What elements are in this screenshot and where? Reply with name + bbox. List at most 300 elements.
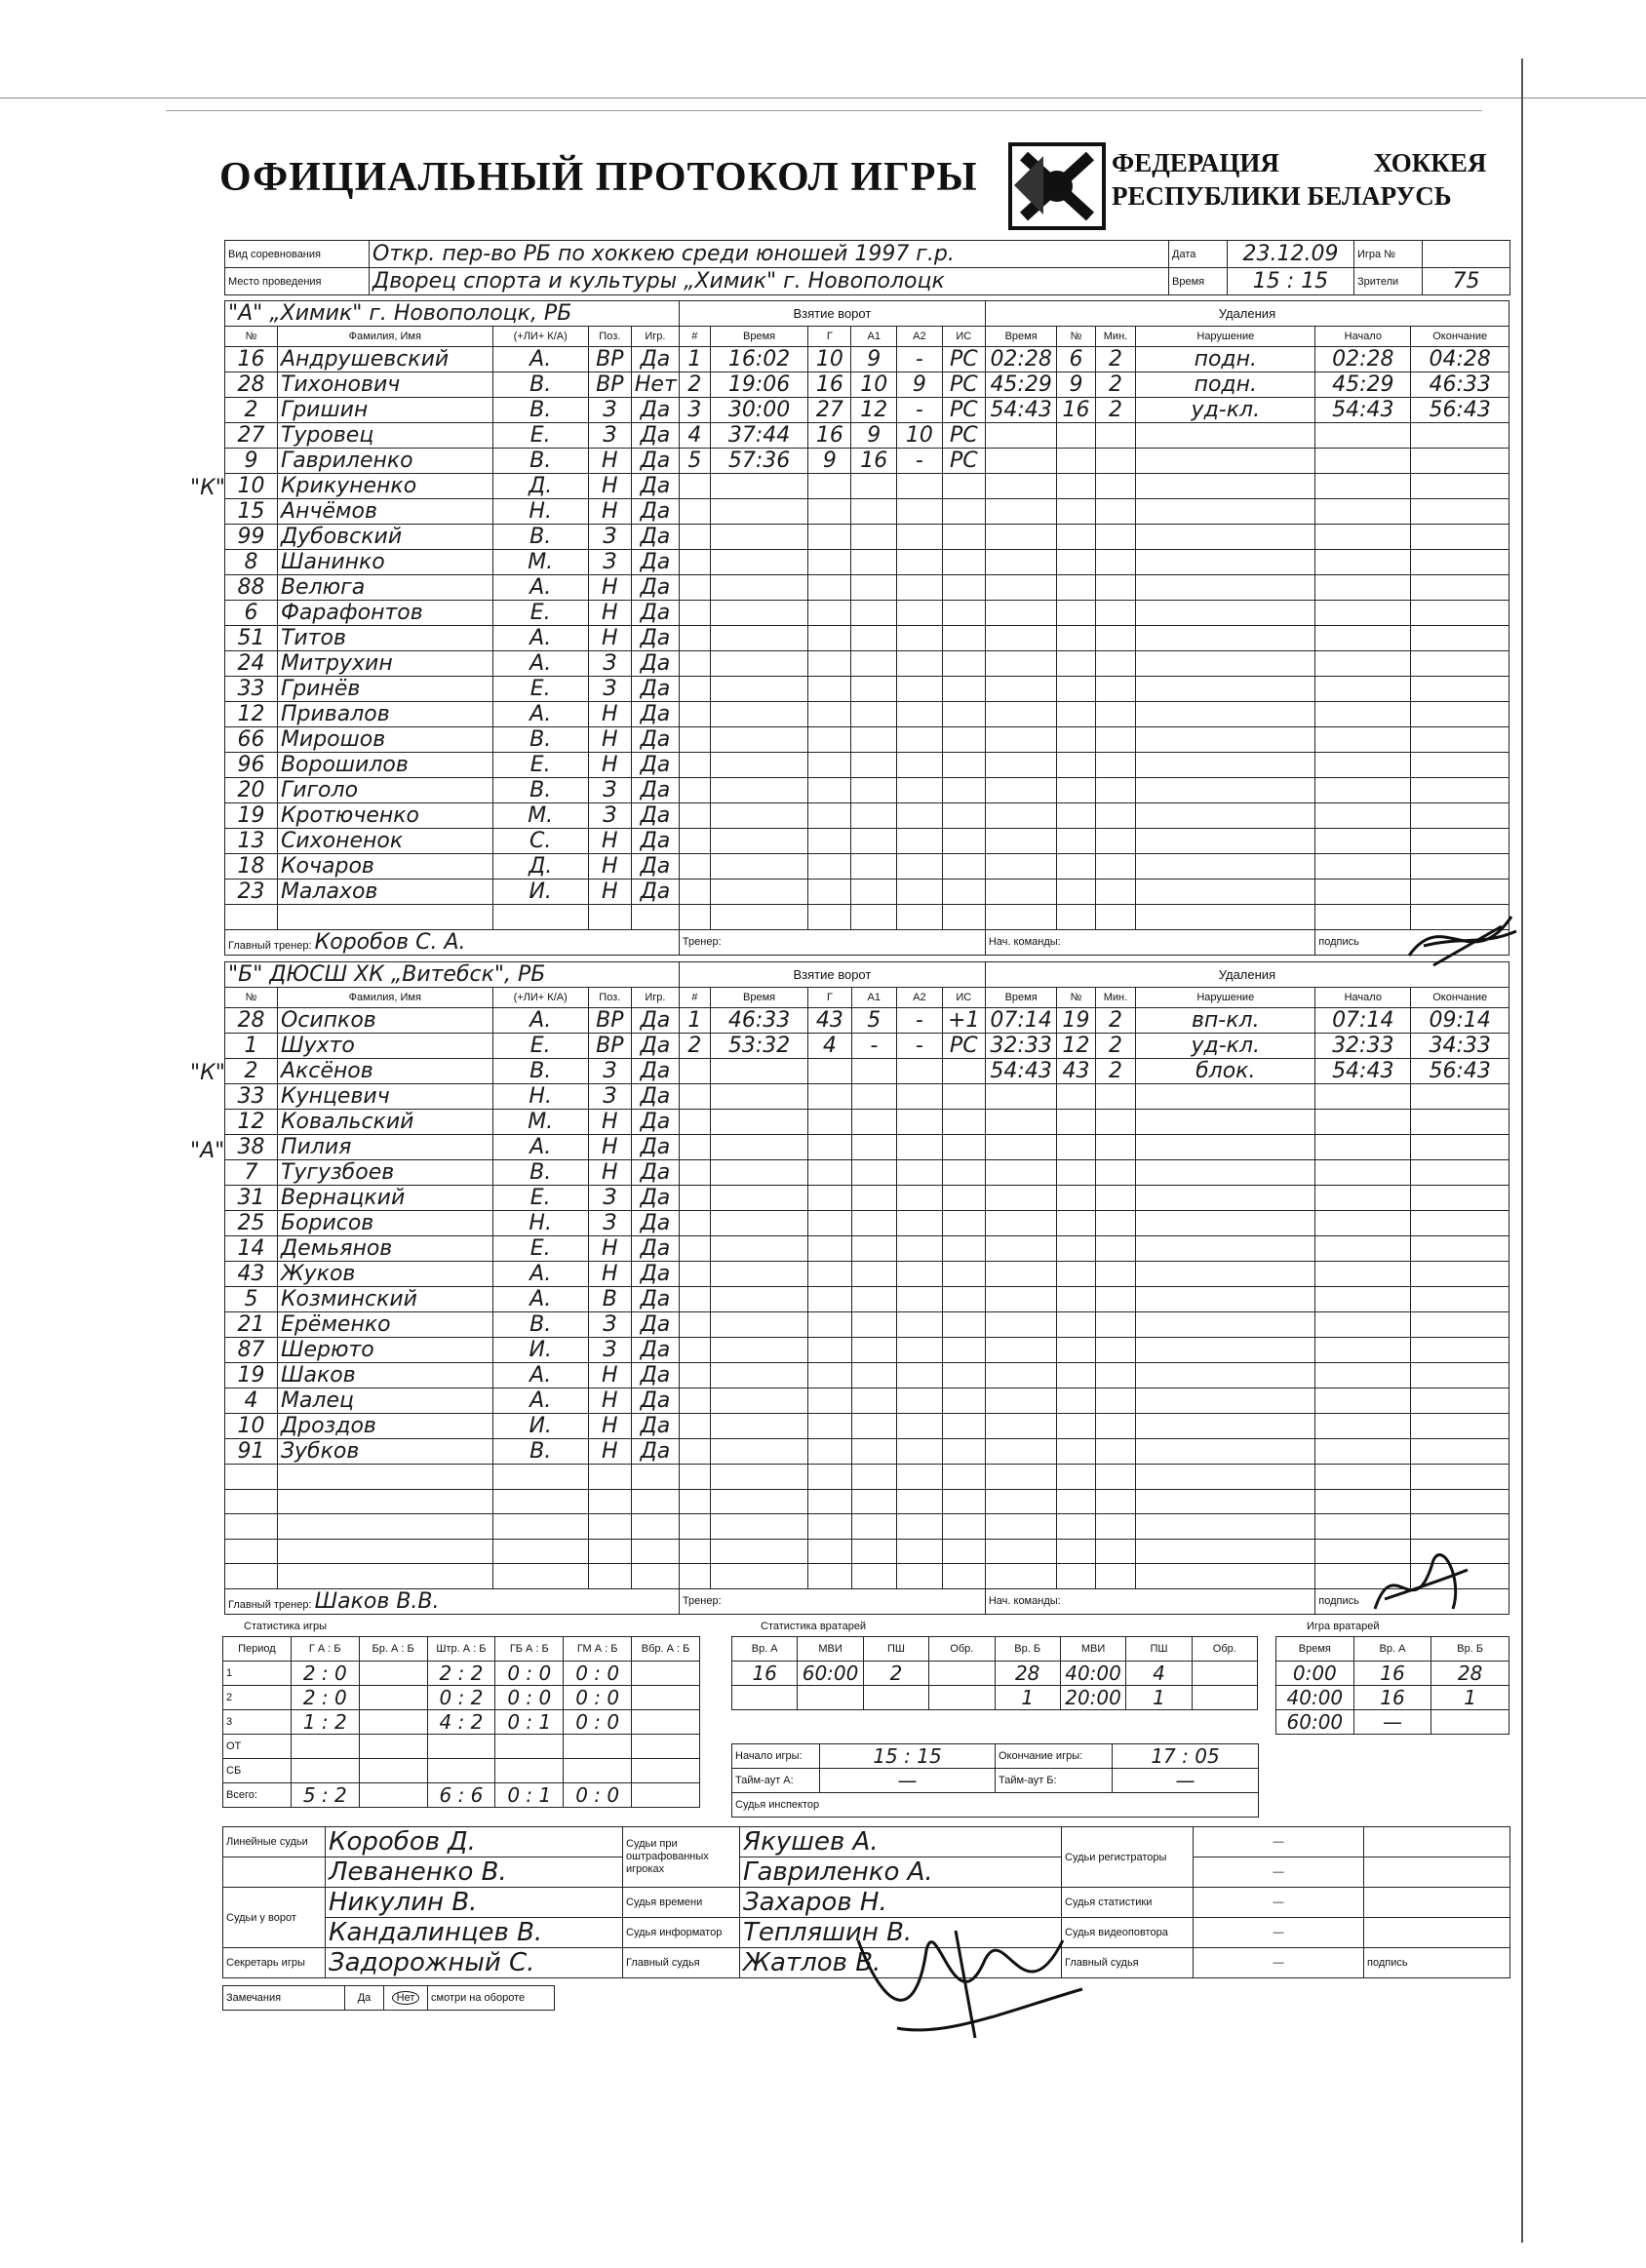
goal-time <box>710 1439 808 1465</box>
penalty-minutes <box>1095 1439 1136 1465</box>
team-b-row <box>225 1338 1509 1363</box>
penalty-time <box>985 499 1057 525</box>
game-stats-cell <box>495 1735 564 1759</box>
penalty-time <box>985 1312 1057 1338</box>
game-stats-row <box>223 1710 700 1735</box>
player-number: 88 <box>225 575 278 601</box>
player-position: Н <box>588 601 631 626</box>
team-a-col-p-no: № <box>1057 327 1095 347</box>
goal-number <box>679 1287 710 1312</box>
team-b-row <box>225 1465 1509 1490</box>
penalty-time <box>985 1211 1057 1236</box>
penalty-player <box>1057 1388 1095 1414</box>
goal-situation: РС <box>942 1034 985 1059</box>
team-b-row <box>225 1186 1509 1211</box>
penalty-start: 54:43 <box>1315 1059 1411 1084</box>
gk-play-cell <box>1431 1710 1509 1735</box>
gk-play-row <box>1276 1710 1509 1735</box>
penalty-end <box>1411 1489 1509 1514</box>
player-position: З <box>588 1312 631 1338</box>
player-initial: И. <box>492 1414 588 1439</box>
player-name: Мирошов <box>277 727 492 753</box>
team-b-col-p-min: Мин. <box>1095 988 1136 1008</box>
penalty-minutes <box>1095 575 1136 601</box>
goal-number <box>679 1388 710 1414</box>
gk-play-cell: 28 <box>1431 1662 1509 1686</box>
goal-scorer <box>808 677 851 702</box>
gk-play-table <box>1275 1636 1509 1735</box>
player-name: Митрухин <box>277 651 492 677</box>
penalty-time <box>985 1414 1057 1439</box>
timekeeper-name: Захаров Н. <box>740 1888 1062 1918</box>
team-a-team-chief-label: Нач. команды: <box>985 929 1314 955</box>
goal-scorer <box>808 778 851 803</box>
registrars-label: Судьи регистраторы <box>1062 1827 1194 1888</box>
team-b-col-p-infr: Нарушение <box>1136 988 1315 1008</box>
player-position: Н <box>588 449 631 474</box>
penalty-start: 45:29 <box>1315 372 1411 398</box>
goal-assist-2: - <box>897 449 943 474</box>
team-a-row <box>225 575 1509 601</box>
penalty-player <box>1057 1489 1095 1514</box>
goal-number <box>679 1135 710 1160</box>
game-stats-cell <box>495 1759 564 1783</box>
penalty-minutes: 2 <box>1095 1034 1136 1059</box>
venue-label: Место проведения <box>225 268 370 295</box>
federation-line-2: РЕСПУБЛИКИ БЕЛАРУСЬ <box>1112 181 1452 211</box>
goal-scorer <box>808 1287 851 1312</box>
player-number: 99 <box>225 525 278 550</box>
team-a-row <box>225 905 1509 930</box>
player-name: Жуков <box>277 1262 492 1287</box>
goal-time <box>710 550 808 575</box>
player-position: З <box>588 1338 631 1363</box>
penalty-minutes <box>1095 1564 1136 1589</box>
penalty-player <box>1057 499 1095 525</box>
team-b-col-g-is: ИС <box>942 988 985 1008</box>
player-number: 20 <box>225 778 278 803</box>
game-stats-cell: 2 : 0 <box>291 1662 359 1686</box>
player-played: Да <box>631 753 679 778</box>
team-a-coach-label: Тренер: <box>679 929 985 955</box>
team-b-col-p-time: Время <box>985 988 1057 1008</box>
goal-assist-1 <box>851 854 897 880</box>
penalty-minutes: 2 <box>1095 1059 1136 1084</box>
goal-time <box>710 626 808 651</box>
player-played: Да <box>631 550 679 575</box>
player-initial: С. <box>492 829 588 854</box>
gk-play-row <box>1276 1686 1509 1710</box>
player-position: Н <box>588 1262 631 1287</box>
team-a-col-p-time: Время <box>985 327 1057 347</box>
spectators-value: 75 <box>1423 268 1510 295</box>
game-stats-cell <box>291 1735 359 1759</box>
penalty-end: 09:14 <box>1411 1008 1509 1034</box>
goal-assist-1 <box>851 1211 897 1236</box>
player-initial: Е. <box>492 1034 588 1059</box>
goal-assist-2 <box>897 1539 943 1564</box>
goal-number <box>679 1262 710 1287</box>
goal-assist-2 <box>897 1236 943 1262</box>
player-played: Нет <box>631 372 679 398</box>
penalty-minutes <box>1095 1489 1136 1514</box>
player-played: Да <box>631 575 679 601</box>
game-stats-cell: 3 <box>223 1710 292 1735</box>
goal-situation <box>942 829 985 854</box>
penalty-end <box>1411 1236 1509 1262</box>
player-number: 24 <box>225 651 278 677</box>
goal-scorer <box>808 626 851 651</box>
goal-assist-2 <box>897 854 943 880</box>
goal-assist-2: - <box>897 347 943 372</box>
linesmen-label: Линейные судьи <box>223 1827 326 1857</box>
penalty-infraction: подн. <box>1136 347 1315 372</box>
penalty-time <box>985 1363 1057 1388</box>
game-stats-cell: Всего: <box>223 1783 292 1808</box>
player-position: З <box>588 398 631 423</box>
game-stats-header: ГБ А : Б <box>495 1637 564 1662</box>
player-position <box>588 1489 631 1514</box>
player-number: 33 <box>225 677 278 702</box>
team-b-col-played: Игр. <box>631 988 679 1008</box>
goal-scorer <box>808 1312 851 1338</box>
team-b-head-coach-name: Шаков В.В. <box>314 1588 440 1614</box>
player-name: Велюга <box>277 575 492 601</box>
player-name: Малахов <box>277 880 492 905</box>
game-stats-cell: 1 : 2 <box>291 1710 359 1735</box>
team-a-row <box>225 651 1509 677</box>
player-initial: Е. <box>492 423 588 449</box>
game-stats-row <box>223 1759 700 1783</box>
penalty-infraction <box>1136 1262 1315 1287</box>
game-stats-cell <box>359 1662 427 1686</box>
team-a-row <box>225 449 1509 474</box>
team-a-col-name: Фамилия, Имя <box>277 327 492 347</box>
team-a-row <box>225 550 1509 575</box>
penalty-time <box>985 1262 1057 1287</box>
penalty-time <box>985 1439 1057 1465</box>
gk-play-cell: 40:00 <box>1276 1686 1354 1710</box>
goal-scorer <box>808 1338 851 1363</box>
player-initial: А. <box>492 1388 588 1414</box>
goal-situation <box>942 1084 985 1110</box>
penalty-time <box>985 1489 1057 1514</box>
player-name: Гришин <box>277 398 492 423</box>
goal-time <box>710 1312 808 1338</box>
date-label: Дата <box>1169 241 1228 268</box>
player-name: Привалов <box>277 702 492 727</box>
player-name: Зубков <box>277 1439 492 1465</box>
team-a-row <box>225 499 1509 525</box>
penalty-player <box>1057 474 1095 499</box>
referee-signature <box>839 1901 1092 2048</box>
goal-time <box>710 1262 808 1287</box>
goal-assist-1 <box>851 829 897 854</box>
player-played: Да <box>631 854 679 880</box>
goal-time <box>710 1084 808 1110</box>
goal-situation: +1 <box>942 1008 985 1034</box>
player-played: Да <box>631 727 679 753</box>
penalty-time <box>985 423 1057 449</box>
player-name: Гринёв <box>277 677 492 702</box>
player-initial: Е. <box>492 753 588 778</box>
goal-time <box>710 1160 808 1186</box>
penalty-end <box>1411 1135 1509 1160</box>
penalty-player <box>1057 1414 1095 1439</box>
penalty-end <box>1411 1338 1509 1363</box>
goal-scorer <box>808 803 851 829</box>
player-position: Н <box>588 474 631 499</box>
player-name: Шанинко <box>277 550 492 575</box>
penalty-end: 34:33 <box>1411 1034 1509 1059</box>
goal-situation <box>942 1211 985 1236</box>
team-a-col-g-a2: А2 <box>897 327 943 347</box>
player-number: 12 <box>225 702 278 727</box>
chief-judge-name: — <box>1194 1948 1364 1978</box>
goal-number <box>679 499 710 525</box>
goal-assist-1 <box>851 1160 897 1186</box>
penalty-player <box>1057 1211 1095 1236</box>
goal-assist-1 <box>851 601 897 626</box>
goal-assist-2: - <box>897 1034 943 1059</box>
player-number: 91 <box>225 1439 278 1465</box>
timekeeper-label: Судья времени <box>623 1888 740 1918</box>
player-name: Шерюто <box>277 1338 492 1363</box>
goal-assist-2 <box>897 1287 943 1312</box>
goal-number <box>679 778 710 803</box>
team-a-row <box>225 474 1509 499</box>
player-played: Да <box>631 449 679 474</box>
assistant-mark-team-b: "А" <box>190 1139 225 1163</box>
penalty-end <box>1411 677 1509 702</box>
penalty-player <box>1057 1465 1095 1490</box>
goal-assist-2 <box>897 1564 943 1589</box>
goal-number <box>679 1160 710 1186</box>
goal-assist-1 <box>851 1439 897 1465</box>
team-b-section <box>224 961 1509 1615</box>
goal-scorer <box>808 1262 851 1287</box>
player-number: 7 <box>225 1160 278 1186</box>
penalty-infraction <box>1136 601 1315 626</box>
player-position: З <box>588 423 631 449</box>
player-name: Малец <box>277 1388 492 1414</box>
team-a-col-g-scorer: Г <box>808 327 851 347</box>
player-initial: В. <box>492 398 588 423</box>
player-position: З <box>588 803 631 829</box>
goal-number: 1 <box>679 347 710 372</box>
penalty-end: 04:28 <box>1411 347 1509 372</box>
penalty-judge-1: Якушев А. <box>740 1827 1062 1857</box>
penalty-infraction <box>1136 1338 1315 1363</box>
player-initial <box>492 1539 588 1564</box>
team-b-row <box>225 1514 1509 1540</box>
player-played <box>631 1564 679 1589</box>
game-stats-cell: 0 : 1 <box>495 1783 564 1808</box>
player-position: Н <box>588 1236 631 1262</box>
gk-stats-header: Вр. А <box>732 1637 798 1662</box>
goal-time: 19:06 <box>710 372 808 398</box>
team-b-col-g-a2: А2 <box>897 988 943 1008</box>
penalty-time <box>985 1110 1057 1135</box>
gk-stats-header: ПШ <box>1126 1637 1192 1662</box>
penalty-time <box>985 1084 1057 1110</box>
team-b-col-p-no: № <box>1057 988 1095 1008</box>
goal-scorer <box>808 1465 851 1490</box>
player-number <box>225 1489 278 1514</box>
gk-play-row <box>1276 1662 1509 1686</box>
goal-assist-1 <box>851 1135 897 1160</box>
goal-situation <box>942 651 985 677</box>
penalty-infraction <box>1136 905 1315 930</box>
penalty-infraction <box>1136 525 1315 550</box>
player-played: Да <box>631 601 679 626</box>
goal-assist-1: 9 <box>851 423 897 449</box>
goal-scorer <box>808 499 851 525</box>
team-b-col-g-time: Время <box>710 988 808 1008</box>
goal-assist-2 <box>897 499 943 525</box>
penalty-end <box>1411 854 1509 880</box>
goal-assist-1 <box>851 905 897 930</box>
goal-time: 37:44 <box>710 423 808 449</box>
game-stats-cell: 2 : 2 <box>427 1662 495 1686</box>
goal-assist-2 <box>897 753 943 778</box>
player-position: З <box>588 525 631 550</box>
penalty-player <box>1057 880 1095 905</box>
goal-assist-2 <box>897 677 943 702</box>
goal-assist-1 <box>851 1489 897 1514</box>
penalty-infraction: уд-кл. <box>1136 1034 1315 1059</box>
gk-play-cell: 60:00 <box>1276 1710 1354 1735</box>
goal-time <box>710 1414 808 1439</box>
player-number: 1 <box>225 1034 278 1059</box>
goal-situation <box>942 677 985 702</box>
penalty-infraction <box>1136 1414 1315 1439</box>
penalty-end <box>1411 525 1509 550</box>
player-name: Аксёнов <box>277 1059 492 1084</box>
penalty-start <box>1315 1236 1411 1262</box>
player-played: Да <box>631 1388 679 1414</box>
penalty-infraction <box>1136 1186 1315 1211</box>
goal-situation <box>942 1287 985 1312</box>
goal-scorer <box>808 829 851 854</box>
goal-assist-1 <box>851 1186 897 1211</box>
game-stats-cell: 1 <box>223 1662 292 1686</box>
goal-assist-2 <box>897 1135 943 1160</box>
penalty-end <box>1411 474 1509 499</box>
player-name: Кочаров <box>277 854 492 880</box>
goal-situation <box>942 1338 985 1363</box>
game-start-value: 15 : 15 <box>820 1744 996 1769</box>
penalty-player <box>1057 525 1095 550</box>
team-a-row <box>225 372 1509 398</box>
penalty-infraction <box>1136 550 1315 575</box>
penalty-minutes <box>1095 905 1136 930</box>
game-stats-cell <box>632 1759 700 1783</box>
penalty-player <box>1057 626 1095 651</box>
goal-scorer <box>808 1439 851 1465</box>
scan-line <box>166 110 1482 111</box>
team-a-row <box>225 398 1509 423</box>
team-b-goals-title: Взятие ворот <box>679 962 985 988</box>
gk-stats-header: ПШ <box>863 1637 928 1662</box>
penalty-player <box>1057 677 1095 702</box>
timeout-a-value: — <box>820 1769 996 1793</box>
player-played: Да <box>631 778 679 803</box>
player-initial: В. <box>492 1312 588 1338</box>
stats-judge-label: Судья статистики <box>1062 1888 1194 1918</box>
game-stats-cell <box>427 1759 495 1783</box>
penalty-end <box>1411 423 1509 449</box>
player-name: Кунцевич <box>277 1084 492 1110</box>
player-played <box>631 1514 679 1540</box>
penalty-minutes <box>1095 1287 1136 1312</box>
time-value: 15 : 15 <box>1228 268 1354 295</box>
player-position <box>588 905 631 930</box>
gk-stats-cell: 2 <box>863 1662 928 1686</box>
penalty-start <box>1315 449 1411 474</box>
penalty-minutes <box>1095 1110 1136 1135</box>
game-stats-cell: 4 : 2 <box>427 1710 495 1735</box>
goal-assist-2 <box>897 1312 943 1338</box>
gk-stats-cell: 16 <box>732 1662 798 1686</box>
goal-number <box>679 550 710 575</box>
chief-judge-label: Главный судья <box>1062 1948 1194 1978</box>
penalty-minutes <box>1095 601 1136 626</box>
player-number <box>225 1465 278 1490</box>
penalty-infraction <box>1136 1287 1315 1312</box>
penalty-infraction <box>1136 1110 1315 1135</box>
player-position: Н <box>588 1160 631 1186</box>
penalty-end: 56:43 <box>1411 1059 1509 1084</box>
goal-number: 4 <box>679 423 710 449</box>
player-position: З <box>588 1059 631 1084</box>
goal-scorer: 43 <box>808 1008 851 1034</box>
goal-scorer <box>808 1186 851 1211</box>
player-number: 28 <box>225 372 278 398</box>
team-a-row <box>225 347 1509 372</box>
goal-number <box>679 1338 710 1363</box>
player-position: З <box>588 677 631 702</box>
player-name: Демьянов <box>277 1236 492 1262</box>
penalty-player <box>1057 1312 1095 1338</box>
penalty-start <box>1315 1338 1411 1363</box>
team-b-team-name: "Б" ДЮСШ ХК „Витебск", РБ <box>225 962 680 988</box>
goal-situation <box>942 778 985 803</box>
player-initial: А. <box>492 347 588 372</box>
penalty-minutes <box>1095 1363 1136 1388</box>
goal-assist-1: 12 <box>851 398 897 423</box>
registrar-2: — <box>1194 1857 1364 1888</box>
team-a-col-g-is: ИС <box>942 327 985 347</box>
goal-number <box>679 727 710 753</box>
goal-number <box>679 1465 710 1490</box>
goal-number <box>679 575 710 601</box>
goal-assist-1 <box>851 1414 897 1439</box>
penalty-time <box>985 1465 1057 1490</box>
penalty-start <box>1315 1312 1411 1338</box>
stats-signature <box>1364 1888 1510 1918</box>
player-number: 66 <box>225 727 278 753</box>
player-name: Козминский <box>277 1287 492 1312</box>
game-stats-cell <box>359 1735 427 1759</box>
team-a-row <box>225 423 1509 449</box>
player-position: З <box>588 651 631 677</box>
goal-number <box>679 525 710 550</box>
referee-label: Главный судья <box>623 1948 740 1978</box>
penalty-minutes <box>1095 677 1136 702</box>
penalty-judge-2: Гавриленко А. <box>740 1857 1062 1888</box>
penalty-infraction <box>1136 727 1315 753</box>
